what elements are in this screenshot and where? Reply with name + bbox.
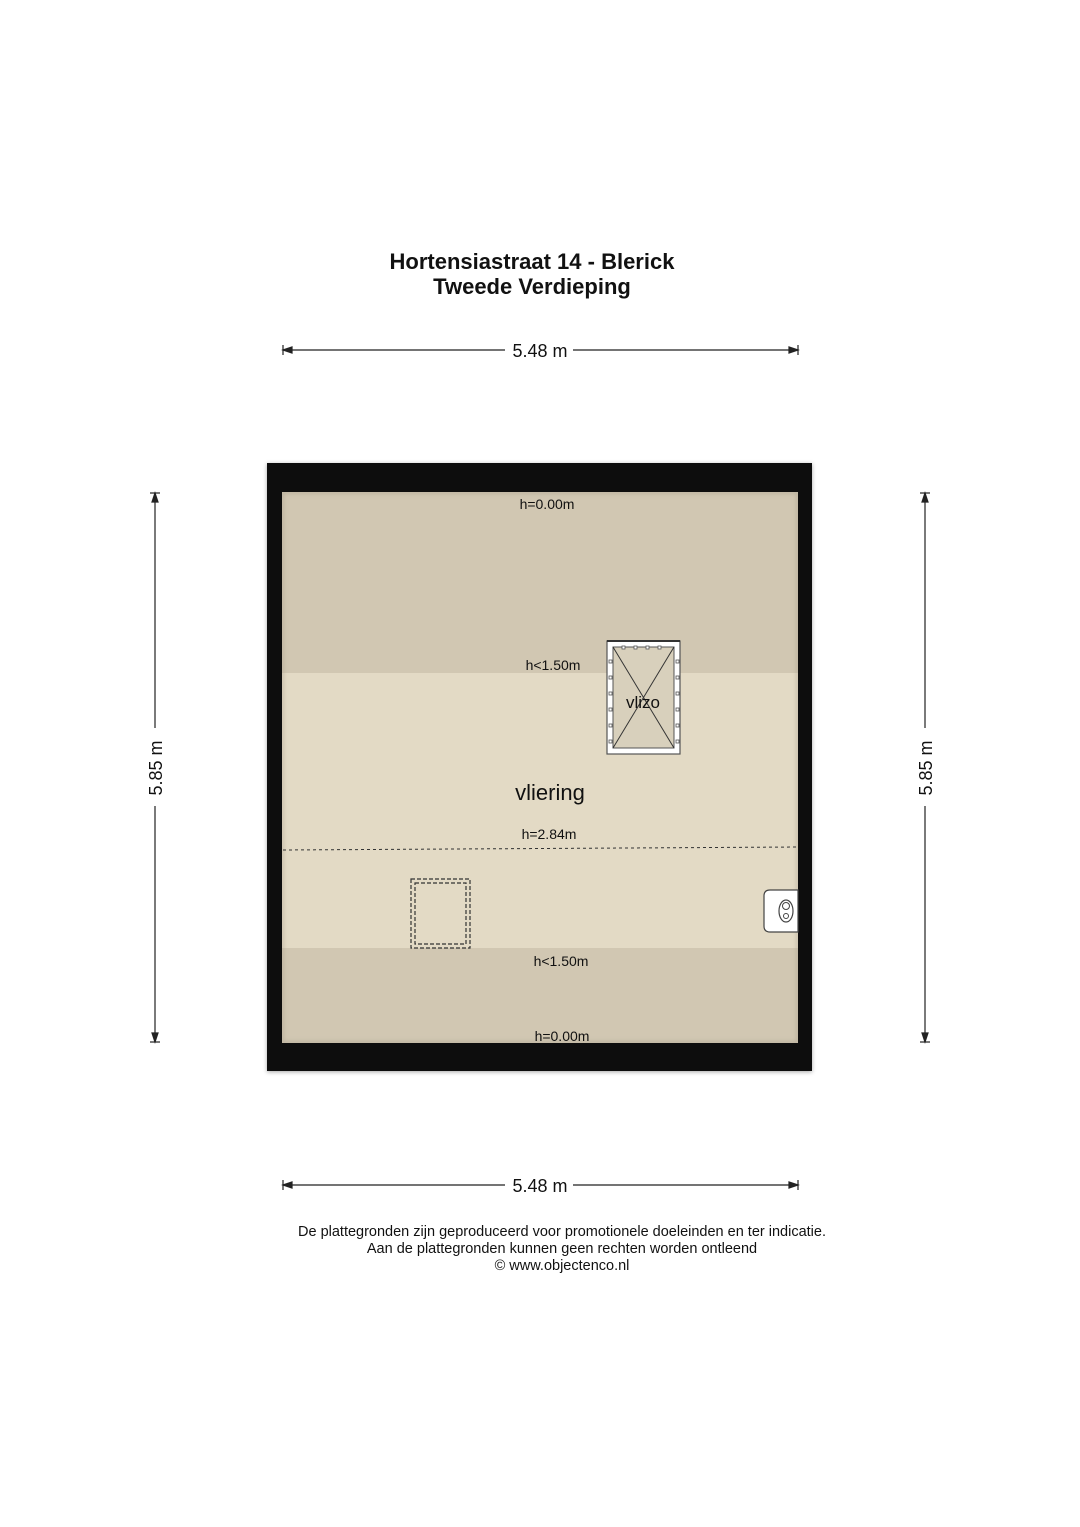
- room-name-label: vliering: [515, 780, 585, 805]
- height-label-ridge: h=2.84m: [521, 826, 577, 842]
- dimension-bottom-label: 5.48 m: [512, 1176, 568, 1196]
- dimension-right-label: 5.85 m: [916, 740, 936, 796]
- arrow-icon: [152, 493, 158, 502]
- arrow-icon: [283, 1182, 292, 1188]
- floorplan-floor-title: Tweede Verdieping: [433, 274, 631, 299]
- arrow-icon: [152, 1033, 158, 1042]
- height-label-upper-slope: h<1.50m: [525, 657, 581, 673]
- arrow-icon: [789, 1182, 798, 1188]
- height-label-bottom-edge: h=0.00m: [534, 1028, 590, 1044]
- disclaimer-line-1: De plattegronden zijn geproduceerd voor promotionele doeleinden en ter indicatie.: [298, 1224, 826, 1240]
- arrow-icon: [922, 493, 928, 502]
- boiler-icon: [764, 890, 798, 932]
- height-label-top-edge: h=0.00m: [519, 496, 575, 512]
- arrow-icon: [283, 347, 292, 353]
- arrow-icon: [922, 1033, 928, 1042]
- disclaimer-line-2: Aan de plattegronden kunnen geen rechten worden ontleend: [366, 1241, 758, 1257]
- dimension-left-label: 5.85 m: [146, 740, 166, 796]
- arrow-icon: [789, 347, 798, 353]
- hatch-label: vlizo: [625, 693, 661, 712]
- floorplan-address-title: Hortensiastraat 14 - Blerick: [389, 249, 675, 274]
- height-label-lower-slope: h<1.50m: [533, 953, 589, 969]
- copyright-line: © www.objectenco.nl: [494, 1258, 630, 1274]
- dimension-top-label: 5.48 m: [512, 341, 568, 361]
- floor-high-zone: [282, 673, 798, 948]
